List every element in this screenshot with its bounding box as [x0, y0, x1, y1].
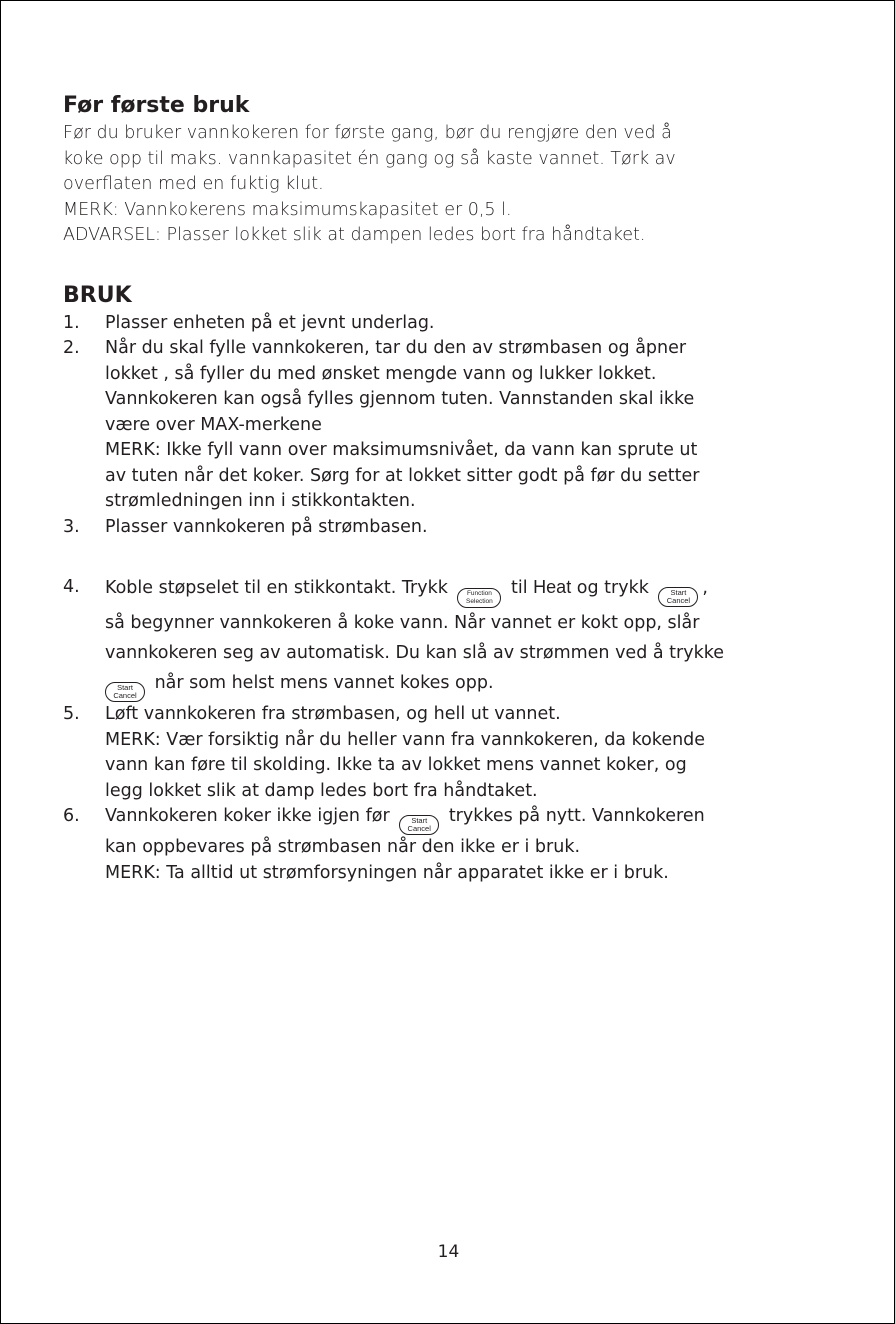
step-text-part: trykkes på nytt. Vannkokeren [448, 806, 705, 826]
button-icon-label: Start [411, 816, 428, 825]
heat-mode-label: Heat [533, 577, 572, 597]
step-text-part: og trykk [576, 578, 649, 598]
button-icon-label: Start [117, 683, 133, 692]
step-text-part: Koble støpselet til en stikkontakt. Trykk [105, 578, 448, 598]
step-3 [63, 515, 823, 541]
step-text-part: Vannkokeren koker ikke igjen før [105, 806, 390, 826]
step-text [105, 572, 823, 608]
section-title-usage: BRUK [63, 282, 132, 308]
step-note: av tuten når det koker. Sørg for at lokket sitter godt på før du setter [105, 465, 700, 486]
function-selection-button-icon [457, 588, 501, 608]
section-usage [63, 281, 823, 887]
first-use-text [63, 121, 823, 249]
section-title-first-use: Før første bruk [63, 93, 250, 118]
button-icon-label: Cancel [407, 824, 431, 833]
note-capacity: MERK: Vannkokerens maksimumskapasitet er 0,5 l. [63, 199, 512, 220]
step-text: vannkokeren seg av automatisk. Du kan slå av strømmen ved å trykke [105, 643, 724, 663]
step-note: strømledningen inn i stikkontakten. [105, 491, 416, 511]
button-icon-label: Start [670, 588, 687, 597]
button-icon-label: Cancel [113, 691, 137, 700]
step-text-part: når som helst mens vannet kokes opp. [154, 673, 494, 693]
step-6 [63, 804, 823, 886]
text-line: overflaten med en fuktig klut. [63, 174, 324, 194]
step-text: kan oppbevares på strømbasen når den ikke er i bruk. [105, 837, 581, 857]
step-note: MERK: Vær forsiktig når du heller vann fra vannkokeren, da kokende [105, 729, 706, 750]
step-note: MERK: Ikke fyll vann over maksimumsnivået, da vann kan sprute ut [105, 440, 698, 460]
start-cancel-button-icon [399, 815, 439, 835]
button-icon-label: Function [466, 590, 492, 597]
step-5 [63, 702, 823, 804]
page-number: 14 [437, 1242, 460, 1262]
step-text: Vannkokeren kan også fylles gjennom tuten. Vannstanden skal ikke [105, 389, 695, 409]
step-number: 5. [63, 704, 80, 724]
button-icon-label: Selection [466, 598, 493, 605]
button-icon-label: Cancel [666, 596, 691, 605]
step-4 [63, 572, 823, 702]
step-text [105, 804, 823, 835]
step-text: så begynner vannkokeren å koke vann. Når vannet er kokt opp, slår [105, 613, 700, 633]
text-line: koke opp til maks. vannkapasitet én gang og så kaste vannet. Tørk av [63, 148, 676, 169]
step-text: Plasser vannkokeren på strømbasen. [105, 516, 428, 537]
step-number: 6. [63, 806, 80, 826]
content [63, 91, 823, 886]
usage-steps [63, 311, 823, 887]
step-text: være over MAX-merkene [105, 414, 322, 435]
step-1 [63, 311, 823, 337]
start-cancel-button-icon [658, 587, 698, 607]
step-text-part: til [511, 578, 528, 598]
step-text [105, 668, 823, 702]
step-text: Plasser enheten på et jevnt underlag. [105, 312, 435, 333]
step-text-part: , [702, 578, 708, 598]
start-cancel-button-icon [105, 682, 145, 702]
step-number: 3. [63, 516, 80, 537]
step-note: legg lokket slik at damp ledes bort fra håndtaket. [105, 780, 538, 801]
step-note: vann kan føre til skolding. Ikke ta av lokket mens vannet koker, og [105, 755, 687, 775]
warning-lid: ADVARSEL: Plasser lokket slik at dampen ledes bort fra håndtaket. [63, 225, 646, 245]
step-number: 2. [63, 338, 80, 358]
step-note: MERK: Ta alltid ut strømforsyningen når apparatet ikke er i bruk. [105, 862, 669, 883]
step-number: 1. [63, 312, 80, 333]
text-line: Før du bruker vannkokeren for første gang, bør du rengjøre den ved å [63, 123, 672, 143]
section-first-use [63, 91, 823, 249]
step-text: lokket , så fyller du med ønsket mengde vann og lukker lokket. [105, 363, 657, 384]
step-text: Løft vannkokeren fra strømbasen, og hell ut vannet. [105, 704, 561, 724]
step-number: 4. [63, 577, 80, 597]
step-text: Når du skal fylle vannkokeren, tar du den av strømbasen og åpner [105, 338, 687, 358]
step-2 [63, 336, 823, 515]
